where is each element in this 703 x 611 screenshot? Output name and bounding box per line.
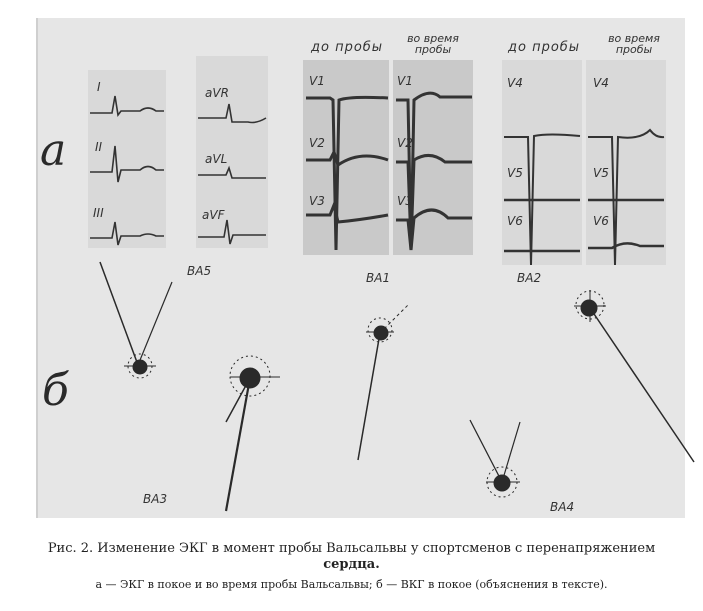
figure-caption-title xyxy=(0,541,703,573)
lead-label-V4-before: V4 xyxy=(507,76,523,90)
vcg-loop-BA1 xyxy=(358,305,408,460)
vcg-label-BA2: BA2 xyxy=(517,271,542,285)
ecg-trace-aVF xyxy=(198,220,266,244)
header-before-right: до пробы xyxy=(508,40,581,55)
lead-label-V2-during: V2 xyxy=(397,136,413,150)
lead-label-V6-before: V6 xyxy=(507,214,523,228)
lead-label-V6-during: V6 xyxy=(593,214,609,228)
lead-label-aVL: aVL xyxy=(205,152,228,166)
vcg-label-BA5: BA5 xyxy=(187,264,212,278)
lead-label-V1-during: V1 xyxy=(397,74,413,88)
ecg-trace-I xyxy=(90,96,164,115)
caption-line-1: Рис. 2. Изменение ЭКГ в момент пробы Вальсальвы у спортсменов с перенапряжением xyxy=(47,541,656,556)
figure-caption-subtitle: а — ЭКГ в покое и во время пробы Вальсальвы; б — ВКГ в покое (объяснения в тексте). xyxy=(95,578,608,591)
vcg-loop-BA4 xyxy=(470,420,520,497)
ecg-trace-III xyxy=(90,222,164,245)
ecg-trace-V3-during xyxy=(396,210,472,250)
header-before-left: до пробы xyxy=(311,40,384,55)
ecg-trace-aVL xyxy=(198,168,266,178)
lead-label-III: III xyxy=(93,206,104,220)
ecg-trace-V1-before xyxy=(306,97,388,250)
lead-label-V4-during: V4 xyxy=(593,76,609,90)
lead-label-V5-during: V5 xyxy=(593,166,609,180)
vcg-loop-BA3 xyxy=(226,356,280,511)
header-during-right: во время пробы xyxy=(608,32,660,56)
header-during-left: во время пробы xyxy=(407,32,459,56)
lead-label-V1-before: V1 xyxy=(309,74,325,88)
ecg-trace-V2-before xyxy=(306,152,388,165)
ecg-trace-aVR xyxy=(198,104,266,123)
vcg-loop-BA2 xyxy=(574,290,694,462)
vcg-label-BA1: BA1 xyxy=(366,271,391,285)
lead-label-V2-before: V2 xyxy=(309,136,325,150)
vcg-loop-BA5 xyxy=(100,262,172,378)
lead-label-V5-before: V5 xyxy=(507,166,523,180)
lead-label-aVF: aVF xyxy=(202,208,225,222)
panel-a-label: а xyxy=(40,125,67,176)
caption-line-2: сердца. xyxy=(323,557,380,572)
lead-label-I: I xyxy=(97,80,101,94)
lead-label-aVR: aVR xyxy=(205,86,229,100)
panel-b-label: б xyxy=(42,365,69,416)
vcg-label-BA4: BA4 xyxy=(550,500,575,514)
lead-label-V3-before: V3 xyxy=(309,194,325,208)
lead-label-II: II xyxy=(95,140,103,154)
lead-label-V3-during: V3 xyxy=(397,194,413,208)
ecg-trace-V6-during xyxy=(588,243,664,248)
vcg-label-BA3: BA3 xyxy=(143,492,168,506)
